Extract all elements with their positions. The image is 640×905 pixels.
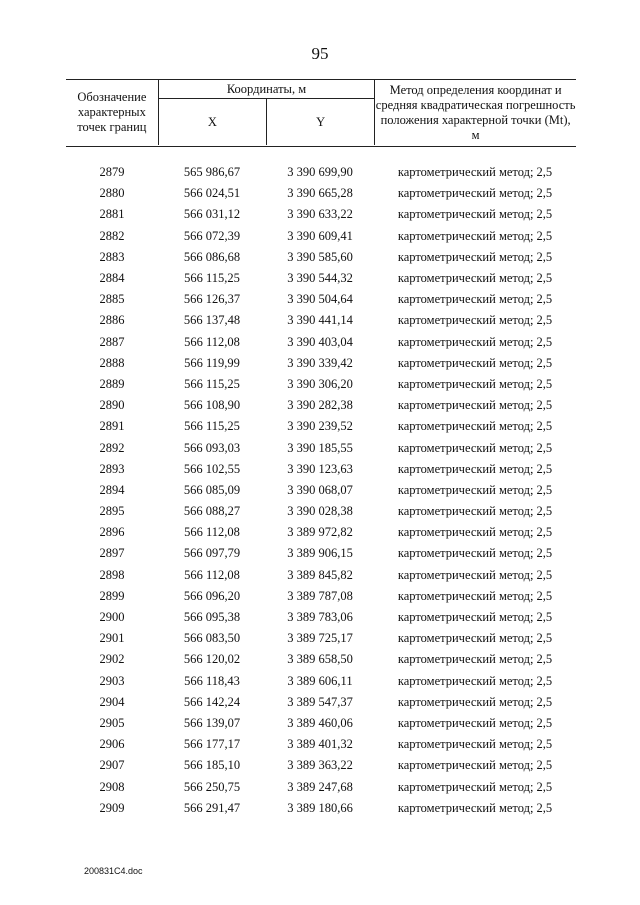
cell-x: 565 986,67	[183, 165, 241, 180]
cell-y: 3 390 633,22	[287, 207, 353, 222]
cell-method: картометрический метод; 2,5	[397, 165, 553, 180]
table-row	[66, 755, 576, 776]
cell-x: 566 177,17	[183, 737, 241, 752]
cell-method: картометрический метод; 2,5	[397, 588, 553, 603]
cell-y: 3 390 185,55	[287, 440, 353, 455]
cell-y: 3 390 441,14	[287, 313, 353, 328]
table-row	[66, 649, 576, 670]
cell-method: картометрический метод; 2,5	[397, 228, 553, 243]
cell-point: 2889	[99, 376, 125, 391]
cell-y: 3 390 306,20	[287, 376, 353, 391]
cell-point: 2893	[99, 461, 125, 476]
cell-method: картометрический метод; 2,5	[397, 271, 553, 286]
cell-x: 566 108,90	[183, 398, 241, 413]
table-row	[66, 416, 576, 437]
cell-point: 2901	[99, 631, 125, 646]
cell-y: 3 390 699,90	[287, 165, 353, 180]
cell-x: 566 083,50	[183, 631, 241, 646]
cell-point: 2906	[99, 737, 125, 752]
table-row	[66, 628, 576, 649]
header-bottom-rule	[66, 146, 576, 147]
cell-point: 2881	[99, 207, 125, 222]
header-method: Метод определения координат и средняя квадратическая погрешность положения характерной точки (Mt), м	[375, 82, 576, 142]
cell-method: картометрический метод; 2,5	[397, 313, 553, 328]
cell-point: 2904	[99, 694, 125, 709]
cell-x: 566 119,99	[184, 355, 240, 370]
cell-y: 3 390 028,38	[287, 504, 353, 519]
cell-x: 566 088,27	[183, 504, 241, 519]
cell-method: картометрический метод; 2,5	[397, 334, 553, 349]
cell-method: картометрический метод; 2,5	[397, 779, 553, 794]
cell-point: 2880	[99, 186, 125, 201]
cell-method: картометрический метод; 2,5	[397, 207, 553, 222]
cell-x: 566 112,08	[184, 334, 240, 349]
cell-method: картометрический метод; 2,5	[397, 673, 553, 688]
table-row	[66, 543, 576, 564]
cell-method: картометрический метод; 2,5	[397, 398, 553, 413]
table-row	[66, 565, 576, 586]
cell-x: 566 120,02	[183, 652, 241, 667]
cell-x: 566 102,55	[183, 461, 241, 476]
table-row	[66, 671, 576, 692]
cell-method: картометрический метод; 2,5	[397, 715, 553, 730]
cell-x: 566 097,79	[183, 546, 241, 561]
table-row	[66, 353, 576, 374]
cell-x: 566 137,48	[183, 313, 241, 328]
cell-method: картометрический метод; 2,5	[397, 419, 553, 434]
cell-point: 2886	[99, 313, 125, 328]
cell-point: 2888	[99, 355, 125, 370]
cell-y: 3 389 972,82	[287, 525, 353, 540]
table-header	[66, 80, 576, 145]
table-row	[66, 204, 576, 225]
cell-point: 2896	[99, 525, 125, 540]
cell-y: 3 389 180,66	[287, 800, 353, 815]
table-row	[66, 183, 576, 204]
cell-x: 566 291,47	[183, 800, 241, 815]
cell-y: 3 390 339,42	[287, 355, 353, 370]
cell-x: 566 096,20	[183, 588, 241, 603]
footer-filename: 200831C4.doc	[84, 866, 143, 876]
cell-y: 3 390 665,28	[287, 186, 353, 201]
cell-x: 566 250,75	[183, 779, 241, 794]
cell-point: 2897	[99, 546, 125, 561]
cell-y: 3 389 606,11	[287, 673, 353, 688]
cell-method: картометрический метод; 2,5	[397, 525, 553, 540]
cell-x: 566 115,25	[184, 376, 240, 391]
cell-method: картометрический метод; 2,5	[397, 652, 553, 667]
cell-method: картометрический метод; 2,5	[397, 567, 553, 582]
table-row	[66, 226, 576, 247]
cell-method: картометрический метод; 2,5	[397, 186, 553, 201]
table-row	[66, 247, 576, 268]
cell-x: 566 126,37	[183, 292, 241, 307]
cell-x: 566 139,07	[183, 715, 241, 730]
table-row	[66, 268, 576, 289]
cell-y: 3 389 845,82	[287, 567, 353, 582]
cell-x: 566 115,25	[184, 271, 240, 286]
cell-method: картометрический метод; 2,5	[397, 355, 553, 370]
cell-point: 2892	[99, 440, 125, 455]
cell-y: 3 390 585,60	[287, 249, 353, 264]
cell-method: картометрический метод; 2,5	[397, 440, 553, 455]
cell-point: 2903	[99, 673, 125, 688]
cell-point: 2908	[99, 779, 125, 794]
cell-y: 3 389 547,37	[287, 694, 353, 709]
cell-y: 3 390 282,38	[287, 398, 353, 413]
table-row	[66, 692, 576, 713]
cell-method: картометрический метод; 2,5	[397, 610, 553, 625]
table-row	[66, 289, 576, 310]
cell-x: 566 085,09	[183, 482, 241, 497]
cell-method: картометрический метод; 2,5	[397, 694, 553, 709]
cell-y: 3 390 609,41	[287, 228, 353, 243]
cell-method: картометрический метод; 2,5	[397, 800, 553, 815]
table-body	[66, 162, 576, 819]
cell-method: картометрический метод; 2,5	[397, 546, 553, 561]
cell-x: 566 031,12	[183, 207, 241, 222]
header-coordinates: Координаты, м	[158, 80, 374, 99]
cell-method: картометрический метод; 2,5	[397, 737, 553, 752]
table-row	[66, 395, 576, 416]
cell-y: 3 389 247,68	[287, 779, 353, 794]
cell-y: 3 390 504,64	[287, 292, 353, 307]
table-row	[66, 374, 576, 395]
cell-x: 566 115,25	[184, 419, 240, 434]
cell-x: 566 185,10	[183, 758, 241, 773]
table-row	[66, 332, 576, 353]
cell-x: 566 142,24	[183, 694, 241, 709]
cell-point: 2884	[99, 271, 125, 286]
table-row	[66, 501, 576, 522]
cell-method: картометрический метод; 2,5	[397, 292, 553, 307]
cell-y: 3 389 401,32	[287, 737, 353, 752]
table-row	[66, 798, 576, 819]
cell-y: 3 389 363,22	[287, 758, 353, 773]
cell-point: 2905	[99, 715, 125, 730]
cell-method: картометрический метод; 2,5	[397, 504, 553, 519]
table-row	[66, 162, 576, 183]
cell-y: 3 389 658,50	[287, 652, 353, 667]
cell-y: 3 389 725,17	[287, 631, 353, 646]
table-row	[66, 607, 576, 628]
table-row	[66, 310, 576, 331]
cell-method: картометрический метод; 2,5	[397, 631, 553, 646]
cell-point: 2879	[99, 165, 125, 180]
cell-method: картометрический метод; 2,5	[397, 482, 553, 497]
cell-point: 2885	[99, 292, 125, 307]
cell-point: 2909	[99, 800, 125, 815]
cell-point: 2890	[99, 398, 125, 413]
cell-y: 3 389 787,08	[287, 588, 353, 603]
cell-x: 566 095,38	[183, 610, 241, 625]
table-row	[66, 776, 576, 797]
cell-point: 2894	[99, 482, 125, 497]
cell-point: 2883	[99, 249, 125, 264]
table-row	[66, 480, 576, 501]
cell-x: 566 093,03	[183, 440, 241, 455]
table-row	[66, 713, 576, 734]
cell-point: 2887	[99, 334, 125, 349]
header-x: X	[158, 99, 266, 146]
cell-method: картометрический метод; 2,5	[397, 376, 553, 391]
cell-y: 3 389 460,06	[287, 715, 353, 730]
header-y: Y	[266, 99, 374, 146]
cell-x: 566 072,39	[183, 228, 241, 243]
cell-point: 2898	[99, 567, 125, 582]
cell-y: 3 390 068,07	[287, 482, 353, 497]
cell-y: 3 390 403,04	[287, 334, 353, 349]
cell-point: 2899	[99, 588, 125, 603]
cell-x: 566 024,51	[183, 186, 241, 201]
cell-x: 566 086,68	[183, 249, 241, 264]
table-row	[66, 437, 576, 458]
cell-y: 3 390 123,63	[287, 461, 353, 476]
cell-point: 2891	[99, 419, 125, 434]
cell-y: 3 390 544,32	[287, 271, 353, 286]
cell-method: картометрический метод; 2,5	[397, 758, 553, 773]
cell-method: картометрический метод; 2,5	[397, 249, 553, 264]
table-row	[66, 586, 576, 607]
cell-point: 2900	[99, 610, 125, 625]
table-row	[66, 522, 576, 543]
cell-point: 2882	[99, 228, 125, 243]
cell-y: 3 389 906,15	[287, 546, 353, 561]
cell-x: 566 112,08	[184, 567, 240, 582]
cell-point: 2902	[99, 652, 125, 667]
header-point-designation: Обозначение характерных точек границ	[66, 80, 158, 145]
cell-y: 3 389 783,06	[287, 610, 353, 625]
cell-method: картометрический метод; 2,5	[397, 461, 553, 476]
table-row	[66, 734, 576, 755]
cell-x: 566 118,43	[184, 673, 240, 688]
cell-point: 2895	[99, 504, 125, 519]
cell-x: 566 112,08	[184, 525, 240, 540]
table-row	[66, 459, 576, 480]
page-number: 95	[311, 44, 329, 63]
cell-point: 2907	[99, 758, 125, 773]
cell-y: 3 390 239,52	[287, 419, 353, 434]
